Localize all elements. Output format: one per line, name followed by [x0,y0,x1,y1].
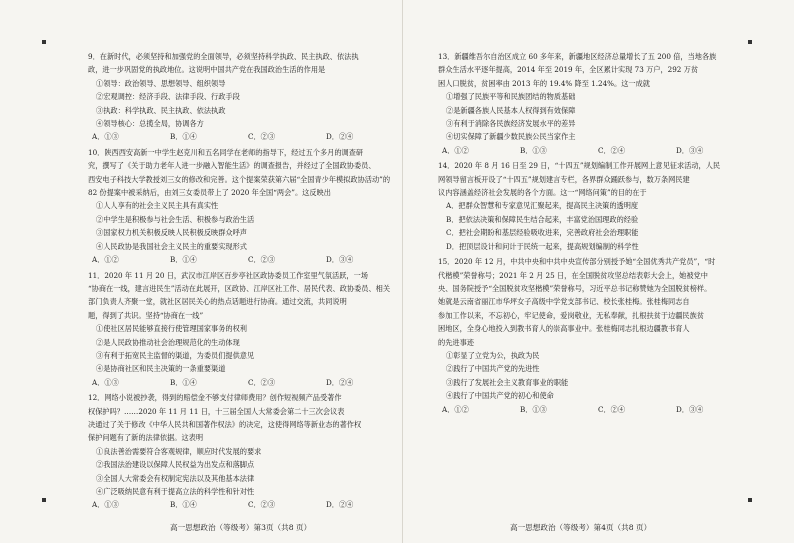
answer-choices [88,130,423,143]
answer-choice: C．②③ [248,132,276,142]
answer-choice: B．①④ [170,377,197,387]
option-item: ①彰显了立党为公，执政为民 [446,350,540,360]
answer-choice: A．①③ [92,132,119,142]
page-footer-left: 高一思想政治（等级考）第3页（共8 页） [170,523,312,532]
answer-choice: D．②④ [326,132,354,142]
option-item: ①使社区居民能够直接行使管理国家事务的权利 [96,324,247,334]
question-text-line: 究，撰写了《关于助力老年人进一步融入智能生活》的调查报告，并经过了全国政协委员、 [88,161,376,171]
option-item: ③执政：科学执政、民主执政、依法执政 [96,105,226,115]
question-text-line: 群众生活水平逐年提高，2014 年至 2019 年，全区累计实现 73 万户，292 万贫 [438,65,699,75]
answer-choice: A．①② [442,404,469,414]
option-item: ②是人民政协推动社会治理规范化的生动体现 [96,337,240,347]
answer-choice: B．①④ [170,132,197,142]
answer-choice: C．②④ [598,145,626,155]
option-item: ④践行了中国共产党的初心和使命 [446,391,554,401]
answer-choice: B．①④ [170,500,197,510]
option-item: A．把群众智慧和专家意见汇聚起来，提高民主决策的透明度 [446,201,639,211]
answer-choice: C．②④ [598,404,626,414]
answer-choices [438,144,773,157]
answer-choice: B．①③ [520,145,547,155]
question-text-line: 参加工作以来，不忘初心，牢记使命，爱岗敬业，无私奉献，扎根扶贫于边疆民族贫 [438,310,704,320]
answer-choice: A．①② [442,145,469,155]
option-item: B．把依法决策和保障民生结合起来，丰富党治国理政的经验 [446,214,639,224]
option-item: ①领导：政治领导、思想领导、组织领导 [96,78,226,88]
option-item: ③践行了发展社会主义教育事业的职能 [446,377,569,387]
question-text-line: 题，得到了共识。坚持“协商在一线” [88,310,204,320]
option-item: ④是协商社区和民主决策的一条重要渠道 [96,364,226,374]
answer-choices [88,253,423,266]
option-item: ④人民政协是我国社会主义民主的重要实现形式 [96,241,247,251]
question-text-line: 12．网络小说被抄袭，得到的赔偿金不够支付律师费用？创作短视频产品受著作 [88,393,342,403]
edge-mark [748,498,752,502]
question-block [88,269,423,390]
question-text-line: 部门负责人齐聚一堂，就社区居民关心的热点话题进行协商。通过交流，共同说明 [88,297,347,307]
question-text-line: 保护问题有了新的法律依据。这表明 [88,433,204,443]
question-text-line: 10．陕西西安高新一中学生赵克川和五名同学在老师的指导下，经过五个多月的调查研 [88,147,364,157]
question-text-line: 代楷模”荣誉称号；2021 年 2 月 25 日，在全国脱贫攻坚总结表彰大会上，她被党中 [438,270,708,280]
option-item: ④领导核心：总揽全局，协调各方 [96,119,204,129]
left-page [88,50,423,514]
answer-choice: D．②④ [326,377,354,387]
option-item: ②是新疆各族人民基本人权得到有效保障 [446,105,576,115]
answer-choice: B．①③ [520,404,547,414]
question-text-line: 西安电子科技大学教授刘三女的修改和完善。这个提案荣获第六届“全国青少年模拟政协活动”的 [88,174,391,184]
option-item: ①人人享有的社会主义民主具有真实性 [96,201,219,211]
option-item: ③国家权力机关积极反映人民积极反映群众呼声 [96,228,247,238]
option-item: D．把顶层设计和问计于民统一起来，提高规划编制的科学性 [446,241,639,251]
option-item: ③有利于拓宽民主监督的渠道，为委员们提供意见 [96,350,255,360]
edge-mark [42,40,46,44]
question-text-line: 决通过了关于修改《中华人民共和国著作权法》的决定，这使得网络等新业态的著作权 [88,419,362,429]
option-item: ②践行了中国共产党的先进性 [446,364,540,374]
answer-choice: C．②③ [248,255,276,265]
question-text-line: 她就是云南省丽江市华坪女子高级中学党支部书记、校长张桂梅。张桂梅同志自 [438,297,690,307]
question-block [438,50,773,157]
question-text-line: 82 份提案中被采纳后，由刘三女委员带上了 2020 年全国“两会”。这反映出 [88,188,331,198]
option-item: ①增强了民族平等和民族团结的物质基础 [446,92,576,102]
answer-choice: D．②④ [326,500,354,510]
edge-mark [748,40,752,44]
right-page [438,50,773,418]
answer-choices [88,498,423,511]
answer-choice: D．③④ [326,255,354,265]
option-item: ④切实保障了新疆少数民族公民当家作主 [446,132,576,142]
option-item: ③有利于消除各民族经济发展水平的差异 [446,119,576,129]
answer-choices [438,403,773,416]
answer-choice: C．②③ [248,500,276,510]
question-text-line: 13．新疆维吾尔自治区成立 60 多年来，新疆地区经济总量增长了五 200 倍，当地各族 [438,52,717,61]
question-text-line: 9．在新时代，必须坚持和加强党的全面领导，必须坚持科学执政、民主执政、依法执 [88,52,359,61]
question-text-line: 政，进一步巩固党的执政地位。这说明中国共产党在我国政治生活的作用是 [88,65,326,75]
question-text-line: 困地区，全身心地投入到教书育人的崇高事业中。张桂梅同志扎根边疆教书育人 [438,324,690,334]
question-text-line: “协商在一线，建言进民生”活动在此展开，区政协、江岸区社工作、居民代表、政协委员、相关 [88,283,391,293]
option-item: ②中学生是积极参与社会生活、积极参与政治生活 [96,214,255,224]
answer-choice: D．③④ [676,145,704,155]
edge-mark [42,498,46,502]
question-block [88,391,423,512]
answer-choices [88,376,423,389]
question-text-line: 网领导留言板开设了“十四五”规划建言专栏，各界群众踊跃参与，数万条网民建 [438,174,690,184]
question-text-line: 15．2020 年 12 月，中共中央和中共中央宣传部分别授予她“全国优秀共产党员”，“时 [438,257,716,267]
question-text-line: 困人口脱贫，贫困率由 2013 年的 19.4% 降至 1.24%。这一成就 [438,78,650,88]
question-text-line: 权保护吗？……2020 年 11 月 11 日，十三届全国人大常委会第二十三次会议表 [88,406,345,416]
option-item: ②我国法治建设以保障人民权益为出发点和落脚点 [96,460,255,470]
option-item: ①良法善治需要符合客观规律，顺应时代发展的要求 [96,446,262,456]
question-text-line: 的先进事迹 [438,337,474,347]
question-block [438,255,773,416]
question-text-line: 央、国务院授予“全国脱贫攻坚楷模”荣誉称号，习近平总书记称赞她为全国脱贫榜样。 [438,283,712,293]
question-text-line: 11．2020 年 11 月 20 日，武汉市江岸区百步亭社区政协委员工作室里气氛活跃，一场 [88,270,368,280]
answer-choice: A．①② [92,255,119,265]
page-footer-right: 高一思想政治（等级考）第4页（共8 页） [510,523,652,532]
question-block [438,159,773,253]
question-text-line: 议内容涵盖经济社会发展的各个方面。这一“网络问策”的目的在于 [438,188,647,198]
option-item: ②宏观调控：经济手段、法律手段、行政手段 [96,92,240,102]
option-item: C．把社会期盼和基层经验吸收进来，完善政府社会治理职能 [446,228,639,238]
answer-choice: C．②③ [248,377,276,387]
answer-choice: D．③④ [676,404,704,414]
answer-choice: A．①③ [92,377,119,387]
option-item: ④广泛吸纳民意有利于提高立法的科学性和针对性 [96,487,255,496]
question-block [88,50,423,144]
option-item: ③全国人大常委会有权制定宪法以及其他基本法律 [96,473,255,483]
answer-choice: B．①④ [170,255,197,265]
question-block [88,146,423,267]
question-text-line: 14．2020 年 8 月 16 日至 29 日，“十四五”规划编制工作开展网上意见征求活动，人民 [438,161,721,171]
answer-choice: A．①③ [92,500,119,510]
